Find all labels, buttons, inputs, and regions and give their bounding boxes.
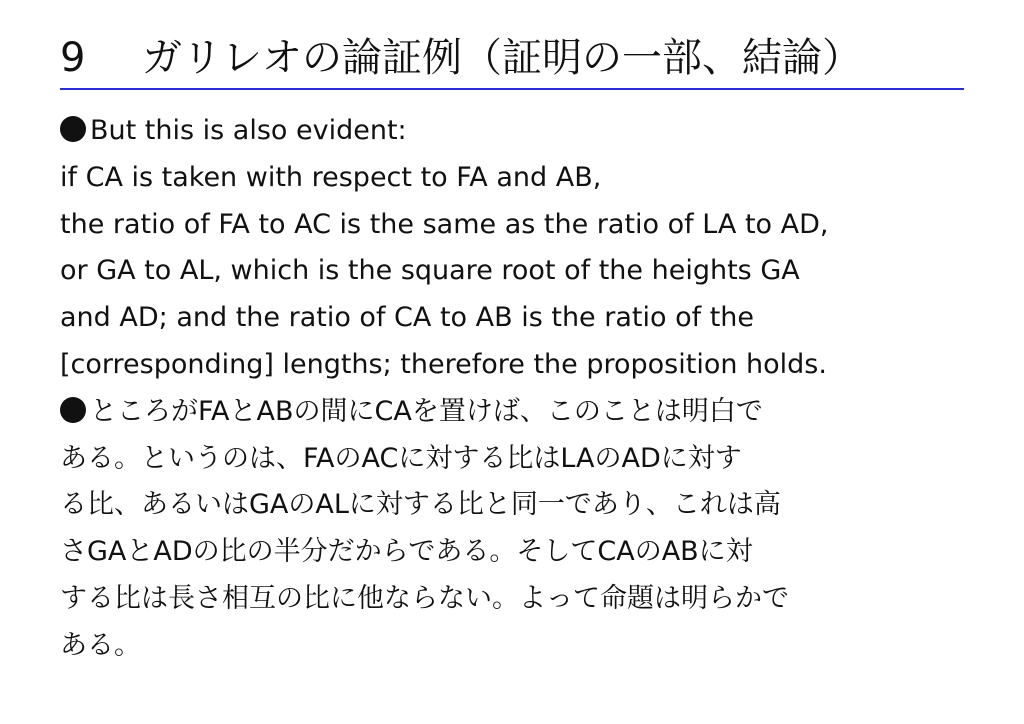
slide-title [60, 28, 964, 88]
english-paragraph-line: and AD; and the ratio of CA to AB is the ratio of the [60, 302, 754, 334]
japanese-paragraph-line: さGAとADの比の半分だからである。そしてCAのABに対 [60, 536, 753, 568]
english-paragraph-line: [corresponding] lengths; therefore the proposition holds. [60, 348, 827, 380]
japanese-paragraph-line [60, 389, 970, 436]
japanese-paragraph-line: ある。というのは、FAのACに対する比はLAのADに対す [60, 442, 742, 474]
bullet-icon [60, 116, 86, 142]
bullet-icon [60, 397, 86, 423]
english-paragraph-line: or GA to AL, which is the square root of the heights GA [60, 255, 800, 287]
japanese-paragraph-line: ある。 [60, 629, 141, 661]
japanese-paragraph-line: る比、あるいはGAのALに対する比と同一であり、これは高 [60, 489, 781, 521]
japanese-line-text: ところがFAとABの間にCAを置けば、このことは明白で [90, 395, 763, 427]
title-text: ガリレオの論証例（証明の一部、結論） [142, 35, 862, 81]
english-paragraph-line: the ratio of FA to AC is the same as the ratio of LA to AD, [60, 208, 829, 240]
section-number: 9 [60, 35, 86, 81]
japanese-paragraph-line: する比は長さ相互の比に他ならない。よって命題は明らかで [60, 582, 789, 614]
english-line-text: But this is also evident: [90, 115, 407, 146]
english-paragraph-line: if CA is taken with respect to FA and AB, [60, 161, 602, 193]
slide-body [60, 108, 970, 670]
title-underline [60, 88, 964, 90]
english-paragraph-line [60, 108, 970, 155]
